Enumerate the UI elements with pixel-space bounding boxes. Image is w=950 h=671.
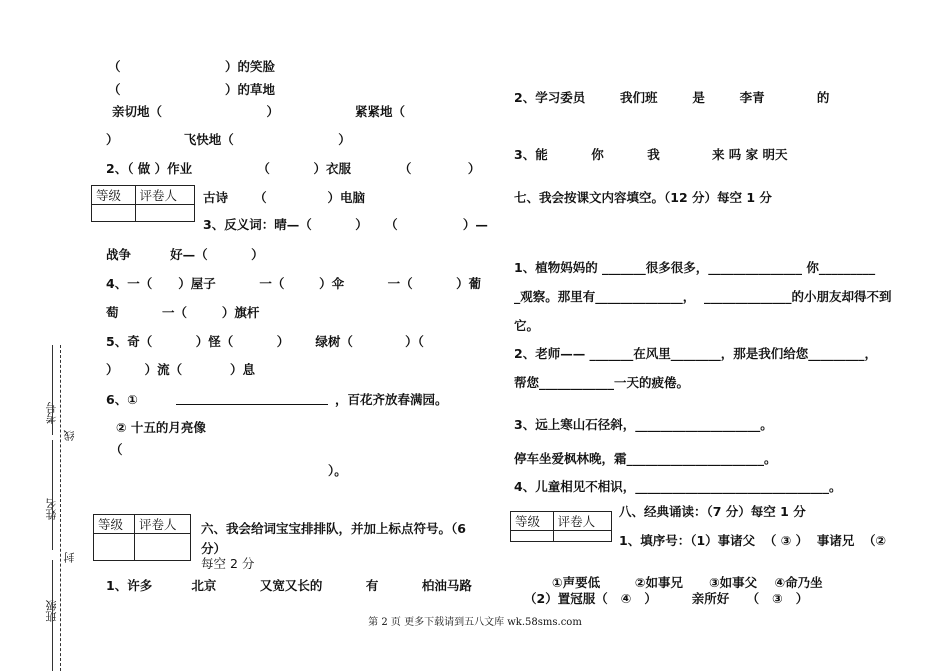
grade-table-3 [510, 511, 612, 542]
left-line-5: 2、（ 做 ）作业 （ ）衣服 （ ） [106, 161, 481, 176]
grader-cell[interactable] [553, 531, 611, 542]
left-line-13-label: 6、① [106, 392, 138, 407]
right-line-6: 停车坐爱枫林晚，霜______________________。 [514, 451, 777, 466]
exam-number-underline [52, 345, 53, 435]
section-6-title-cont: 分） [201, 541, 227, 556]
binding-line-char: 线 [63, 430, 76, 441]
answer-blank-6[interactable] [176, 404, 328, 405]
grader-cell[interactable] [135, 205, 195, 222]
left-line-8: 战争 好—（ ） [106, 247, 264, 262]
page-footer: 第 2 页 更多下载请到五八文库 wk.58sms.com [368, 617, 582, 628]
section-7-title: 七、我会按课文内容填空。（12 分）每空 1 分 [514, 190, 772, 205]
left-line-1: （ ）的笑脸 [108, 59, 275, 74]
grader-header: 评卷人 [553, 512, 611, 531]
grader-header: 评卷人 [134, 515, 190, 534]
left-line-7: 3、反义词：晴—（ ） （ ）— [203, 217, 488, 232]
grade-header: 等级 [94, 515, 135, 534]
grade-cell[interactable] [94, 534, 135, 561]
right-line-9: ①声要低 ②如事兄 ③如事父 ④命乃坐 [552, 575, 823, 590]
right-line-10: （2）置冠服（ ④ ） 亲所好 （ ③ ） [524, 591, 809, 606]
left-line-3: 亲切地（ ） [112, 104, 279, 119]
left-line-13-tail: ，百花齐放春满园。 [335, 392, 448, 407]
right-line-1: 2、学习委员 我们班 是 李青 的 [514, 90, 830, 105]
section-8-title: 八、经典诵读：（7 分）每空 1 分 [619, 504, 806, 519]
left-line-2: （ ）的草地 [108, 82, 275, 97]
section-6-title: 六、我会给词宝宝排排队，并加上标点符号。（6 [201, 521, 466, 536]
grade-header: 等级 [92, 186, 136, 205]
right-line-3a: 1、植物妈妈的 _______很多很多，_______________ 你_________ [514, 260, 876, 275]
right-line-7: 4、儿童相见不相识，_______________________________。 [514, 479, 842, 494]
left-line-11: 5、奇（ ）怪（ ） 绿树（ ）（ [106, 334, 424, 349]
section-6-item-1: 1、许多 北京 又宽又长的 有 柏油马路 [106, 578, 472, 593]
left-line-4: ） 飞快地（ ） [106, 132, 351, 147]
binding-seal-char: 封 [63, 552, 76, 563]
left-line-14: ② 十五的月亮像 [116, 420, 206, 435]
grader-header: 评卷人 [135, 186, 195, 205]
exam-number-label: 考号 [45, 402, 58, 424]
right-line-3b: _观察。那里有______________， ______________的小朋友却得不到 [514, 289, 892, 304]
class-label: 班级 [45, 600, 58, 622]
name-underline [52, 440, 53, 550]
right-line-5: 3、远上寒山石径斜，____________________。 [514, 417, 773, 432]
right-line-2: 3、能 你 我 来 吗 家 明天 [514, 147, 788, 162]
grade-table-1 [91, 185, 195, 222]
left-line-9: 4、一（ ）屋子 一（ ）伞 一（ ）葡 [106, 276, 482, 291]
right-line-4a: 2、老师—— _______在风里________，那是我们给您_________， [514, 346, 878, 361]
grade-cell[interactable] [92, 205, 136, 222]
right-line-8: 1、填序号：（1）事诸父 （ ③ ） 事诸兄 （② [619, 533, 887, 548]
grader-cell[interactable] [134, 534, 190, 561]
left-line-3b: 紧紧地（ [355, 104, 406, 119]
left-line-10: 萄 一（ ）旗杆 [106, 305, 260, 320]
left-line-16: ）。 [328, 463, 347, 478]
name-label: 姓名 [45, 498, 58, 520]
left-line-12: ） ）流（ ）息 [106, 362, 255, 377]
left-line-15: （ [110, 442, 123, 457]
right-line-4b: 帮您____________一天的疲倦。 [514, 375, 690, 390]
grade-cell[interactable] [511, 531, 554, 542]
grade-header: 等级 [511, 512, 554, 531]
section-6-score: 每空 2 分 [201, 556, 255, 571]
right-line-3c: 它。 [514, 318, 540, 333]
grade-table-2 [93, 514, 191, 561]
left-line-6: 古诗 （ ）电脑 [203, 190, 366, 205]
